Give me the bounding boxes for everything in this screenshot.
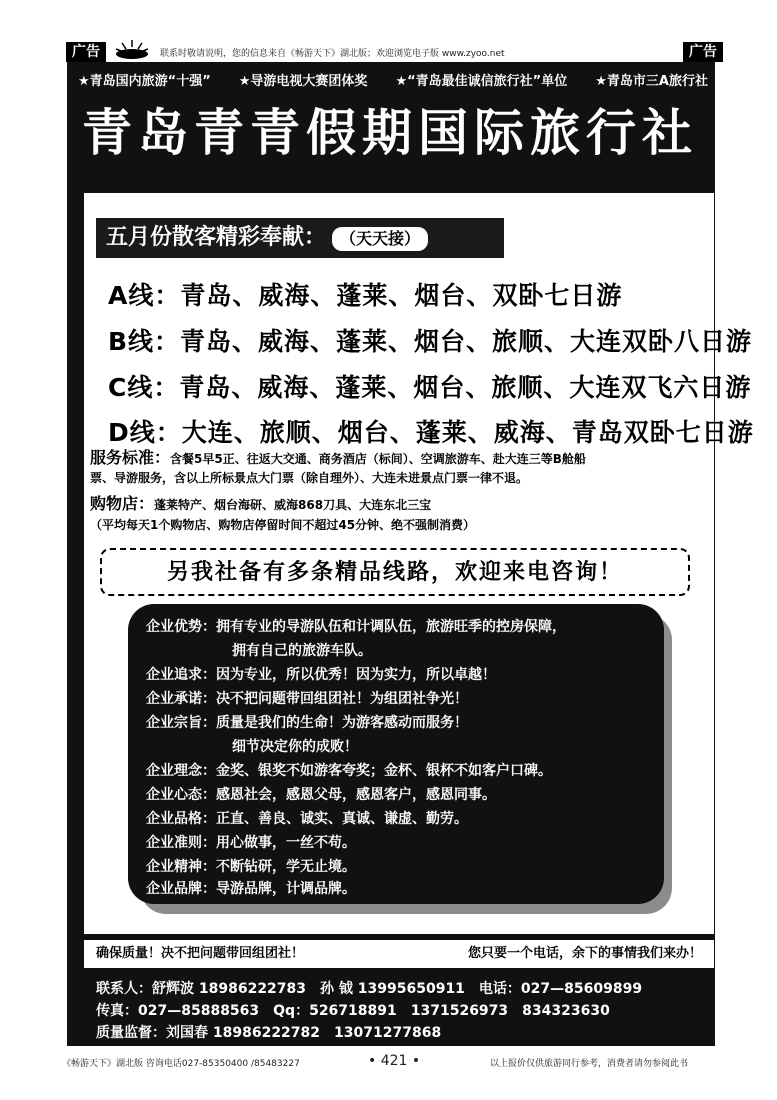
shopping-line-2: （平均每天1个购物店、购物店停留时间不超过45分钟、绝不强制消费）	[90, 518, 476, 532]
footer-publication: 《畅游天下》湖北版 咨询电话027-85350400 /85483227	[62, 1059, 300, 1069]
ad-label-left: 广告	[66, 42, 106, 62]
shopping-info	[90, 494, 708, 535]
route-a: A线：青岛、威海、蓬莱、烟台、双卧七日游	[108, 281, 623, 310]
daily-tag: （天天接）	[332, 227, 428, 251]
award-item: ★导游电视大赛团体奖	[238, 74, 368, 89]
route-b: B线：青岛、威海、蓬莱、烟台、旅顺、大连双卧八日游	[108, 327, 753, 356]
route-c: C线：青岛、威海、蓬莱、烟台、旅顺、大连双飞六日游	[108, 373, 752, 402]
service-line-1: 含餐5早5正、往返大交通、商务酒店（标间）、空调旅游车、赴大连三等B舱船	[170, 452, 586, 466]
corp-promise: 企业承诺：决不把问题带回组团社！为组团社争光！	[146, 691, 468, 707]
sun-logo-icon	[112, 38, 152, 60]
contact-line-3: 质量监督：刘国春 18986222782 13071277868	[96, 1025, 442, 1041]
agency-title: 青岛青青假期国际旅行社	[82, 103, 698, 162]
contact-line-2: 传真：027—85888563 Qq：526718891 1371526973 834323630	[96, 1003, 610, 1019]
corp-quality: 企业品格：正直、善良、诚实、真诚、谦虚、勤劳。	[146, 811, 468, 827]
awards-row	[78, 70, 708, 89]
corp-idea: 企业理念：金奖、银奖不如游客夸奖；金杯、银杯不如客户口碑。	[146, 763, 552, 779]
service-line-2: 票、导游服务，含以上所标景点大门票（除自理外）、大连未进景点门票一律不退。	[90, 471, 529, 485]
corp-pursuit: 企业追求：因为专业，所以优秀！因为实力，所以卓越！	[146, 667, 496, 683]
contact-line-1: 联系人：舒辉波 18986222783 孙 钺 13995650911 电话：027—85609899	[96, 981, 643, 997]
route-d: D线：大连、旅顺、烟台、蓬莱、威海、青岛双卧七日游	[108, 418, 754, 447]
corp-spirit: 企业精神：不断钻研，学无止境。	[146, 859, 356, 875]
slogan-left: 确保质量！决不把问题带回组团社！	[96, 946, 305, 961]
slogan-right: 您只要一个电话，余下的事情我们来办！	[467, 946, 702, 961]
page-number: • 421 •	[368, 1053, 421, 1069]
corp-advantage-cont: 拥有自己的旅游车队。	[232, 643, 372, 659]
corporate-values-box	[128, 604, 664, 904]
service-standard	[90, 448, 708, 488]
corp-rule: 企业准则：用心做事，一丝不苟。	[146, 835, 356, 851]
award-item: ★青岛市三A旅行社	[595, 74, 708, 89]
corp-advantage: 企业优势：拥有专业的导游队伍和计调队伍，旅游旺季的控房保障，	[146, 619, 566, 635]
corp-tenet: 企业宗旨：质量是我们的生命！为游客感动而服务！	[146, 715, 468, 731]
corp-tenet-cont: 细节决定你的成败！	[232, 739, 358, 755]
service-label: 服务标准：	[90, 448, 171, 467]
shopping-line-1: 蓬莱特产、烟台海研、威海868刀具、大连东北三宝	[154, 498, 432, 512]
slogan-bar	[84, 940, 714, 968]
shopping-label: 购物店：	[90, 494, 155, 513]
header-note: 联系时敬请说明，您的信息来自《畅游天下》湖北版；欢迎浏览电子版 www.zyoo.net	[160, 49, 505, 59]
may-offer-banner	[96, 218, 504, 258]
award-item: ★“青岛最佳诚信旅行社”单位	[395, 74, 568, 89]
may-offer-title: 五月份散客精彩奉献：	[106, 225, 327, 250]
ad-label-right: 广告	[683, 42, 723, 62]
corp-mind: 企业心态：感恩社会，感恩父母，感恩客户，感恩同事。	[146, 787, 496, 803]
award-item: ★青岛国内旅游“十强”	[78, 74, 211, 89]
corp-brand: 企业品牌：导游品牌，计调品牌。	[146, 881, 356, 897]
footer-disclaimer: 以上报价仅供旅游同行参考，消费者请勿参阅此书	[490, 1059, 689, 1069]
more-routes-callout: 另我社备有多条精品线路，欢迎来电咨询！	[100, 548, 690, 596]
